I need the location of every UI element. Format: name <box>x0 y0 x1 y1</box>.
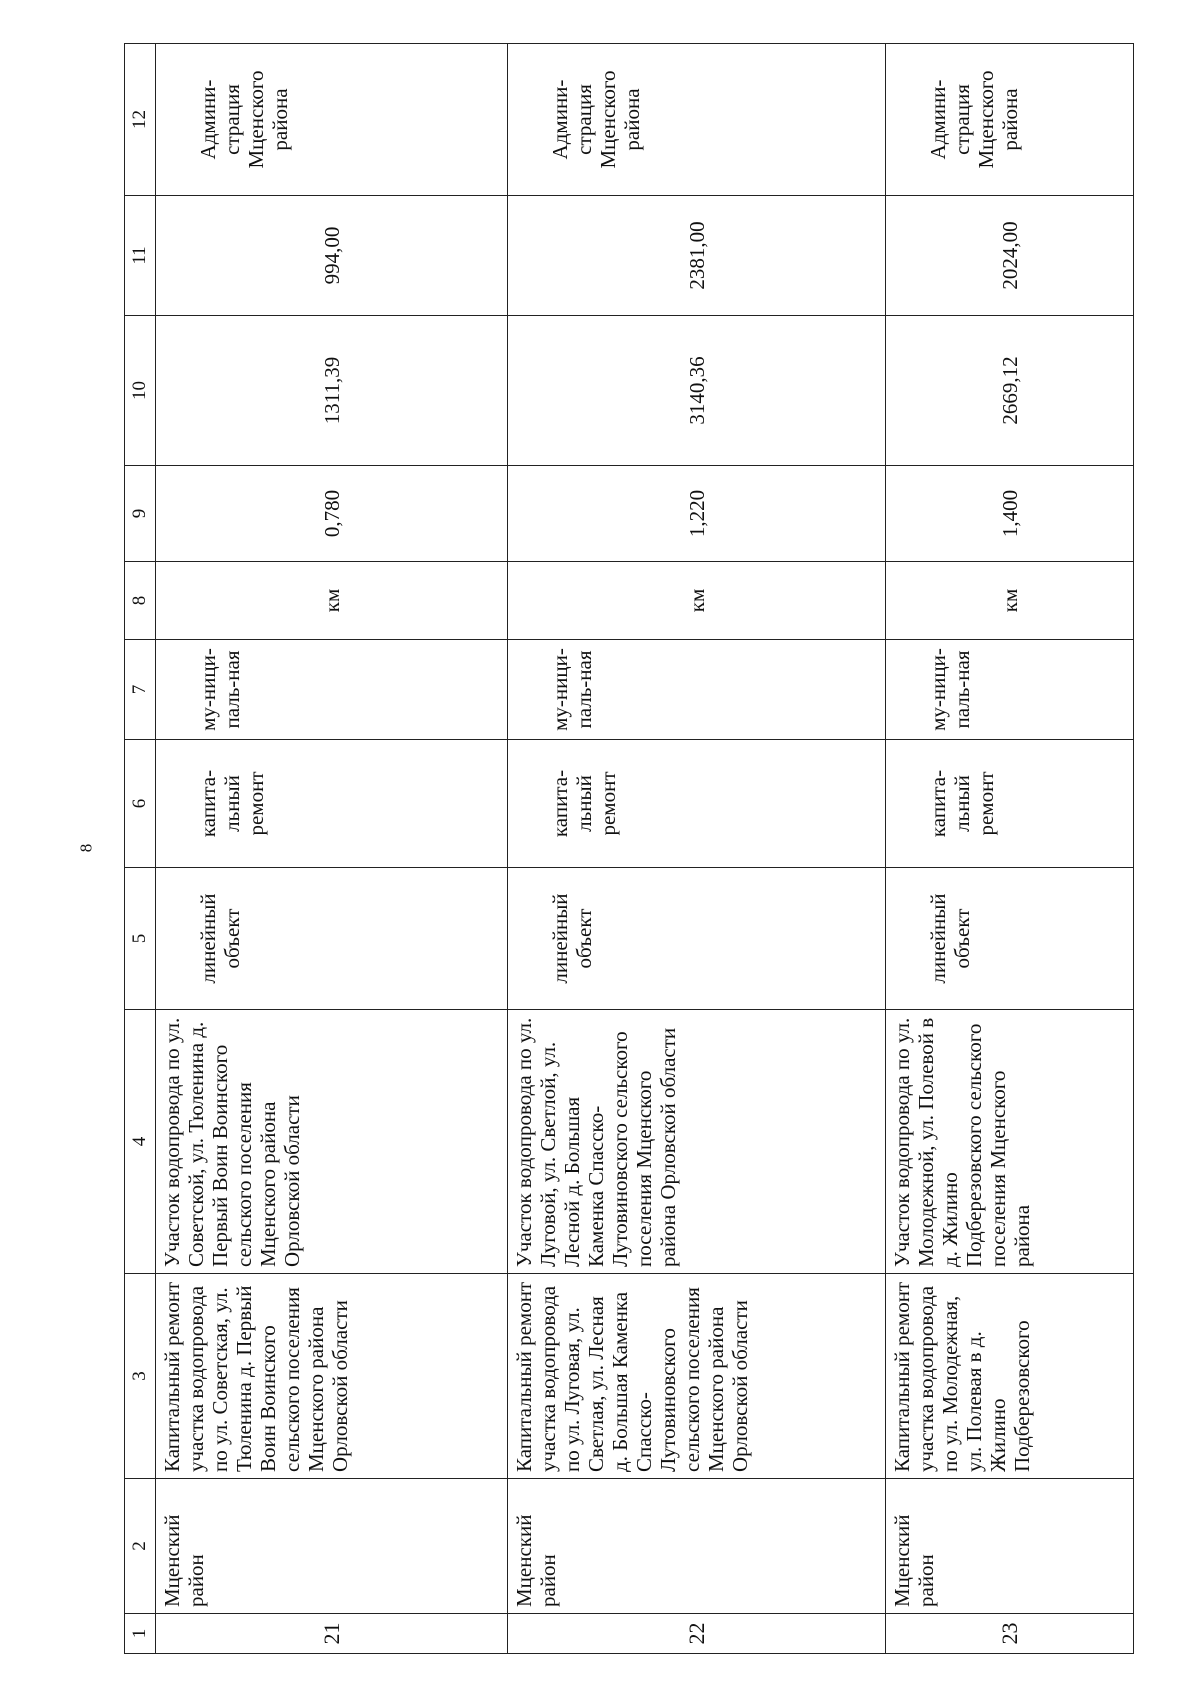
row-number: 21 <box>156 1614 508 1654</box>
col-number: 12 <box>125 44 156 196</box>
col-number: 7 <box>125 640 156 740</box>
object-type-cell: линейный объект <box>156 868 508 1010</box>
customer-cell: Админи-страция Мценского района <box>508 44 886 196</box>
col-number: 1 <box>125 1614 156 1654</box>
object-type-cell: линейный объект <box>508 868 886 1010</box>
name-cell: Капитальный ремонт участка водопровода по ул. Луговая, ул. Светлая, ул. Лесная д. Большая Каменка Спасско-Лутовиновского сельского поселения Мценского района Орловской области <box>508 1274 886 1479</box>
customer-cell: Админи-страция Мценского района <box>156 44 508 196</box>
location-cell: Участок водопровода по ул. Молодежной, ул. Полевой в д. Жилино Подберезовского сельского поселения Мценского района <box>886 1010 1134 1274</box>
customer-cell: Админи-страция Мценского района <box>886 44 1134 196</box>
table-row <box>886 44 1134 1654</box>
col-number: 11 <box>125 196 156 316</box>
work-type-cell: капита-льный ремонт <box>886 740 1134 868</box>
col-number: 8 <box>125 562 156 640</box>
unit-cell: км <box>886 562 1134 640</box>
rotated-table-wrapper <box>124 44 1132 1654</box>
capacity-cell: 0,780 <box>156 466 508 562</box>
cost-total-cell: 3140,36 <box>508 316 886 466</box>
row-number: 22 <box>508 1614 886 1654</box>
name-cell: Капитальный ремонт участка водопровода по ул. Советская, ул. Тюленина д. Первый Воин Воинского сельского поселения Мценского района Орловской области <box>156 1274 508 1479</box>
col-number: 2 <box>125 1479 156 1614</box>
row-number: 23 <box>886 1614 1134 1654</box>
col-number: 9 <box>125 466 156 562</box>
work-type-cell: капита-льный ремонт <box>156 740 508 868</box>
cost-year-cell: 2024,00 <box>886 196 1134 316</box>
unit-cell: км <box>508 562 886 640</box>
table-row <box>508 44 886 1654</box>
district-cell: Мценский район <box>508 1479 886 1614</box>
location-cell: Участок водопровода по ул. Советской, ул. Тюленина д. Первый Воин Воинского сельского поселения Мценского района Орловской области <box>156 1010 508 1274</box>
cost-year-cell: 994,00 <box>156 196 508 316</box>
table-row <box>156 44 508 1654</box>
object-type-cell: линейный объект <box>886 868 1134 1010</box>
col-number: 10 <box>125 316 156 466</box>
cost-year-cell: 2381,00 <box>508 196 886 316</box>
capacity-cell: 1,400 <box>886 466 1134 562</box>
ownership-cell: му-ници-паль-ная <box>508 640 886 740</box>
district-cell: Мценский район <box>156 1479 508 1614</box>
ownership-cell: му-ници-паль-ная <box>886 640 1134 740</box>
name-cell: Капитальный ремонт участка водопровода по ул. Молодежная, ул. Полевая в д. Жилино Подберезовского <box>886 1274 1134 1479</box>
district-cell: Мценский район <box>886 1479 1134 1614</box>
cost-total-cell: 2669,12 <box>886 316 1134 466</box>
col-number: 4 <box>125 1010 156 1274</box>
location-cell: Участок водопровода по ул. Луговой, ул. Светлой, ул. Лесной д. Большая Каменка Спасско-Лутовиновского сельского поселения Мценского района Орловской области <box>508 1010 886 1274</box>
capacity-cell: 1,220 <box>508 466 886 562</box>
cost-total-cell: 1311,39 <box>156 316 508 466</box>
objects-table <box>124 43 1134 1654</box>
col-number: 3 <box>125 1274 156 1479</box>
unit-cell: км <box>156 562 508 640</box>
work-type-cell: капита-льный ремонт <box>508 740 886 868</box>
col-number: 5 <box>125 868 156 1010</box>
column-number-row <box>125 44 156 1654</box>
col-number: 6 <box>125 740 156 868</box>
page-number: 8 <box>76 843 96 853</box>
ownership-cell: му-ници-паль-ная <box>156 640 508 740</box>
